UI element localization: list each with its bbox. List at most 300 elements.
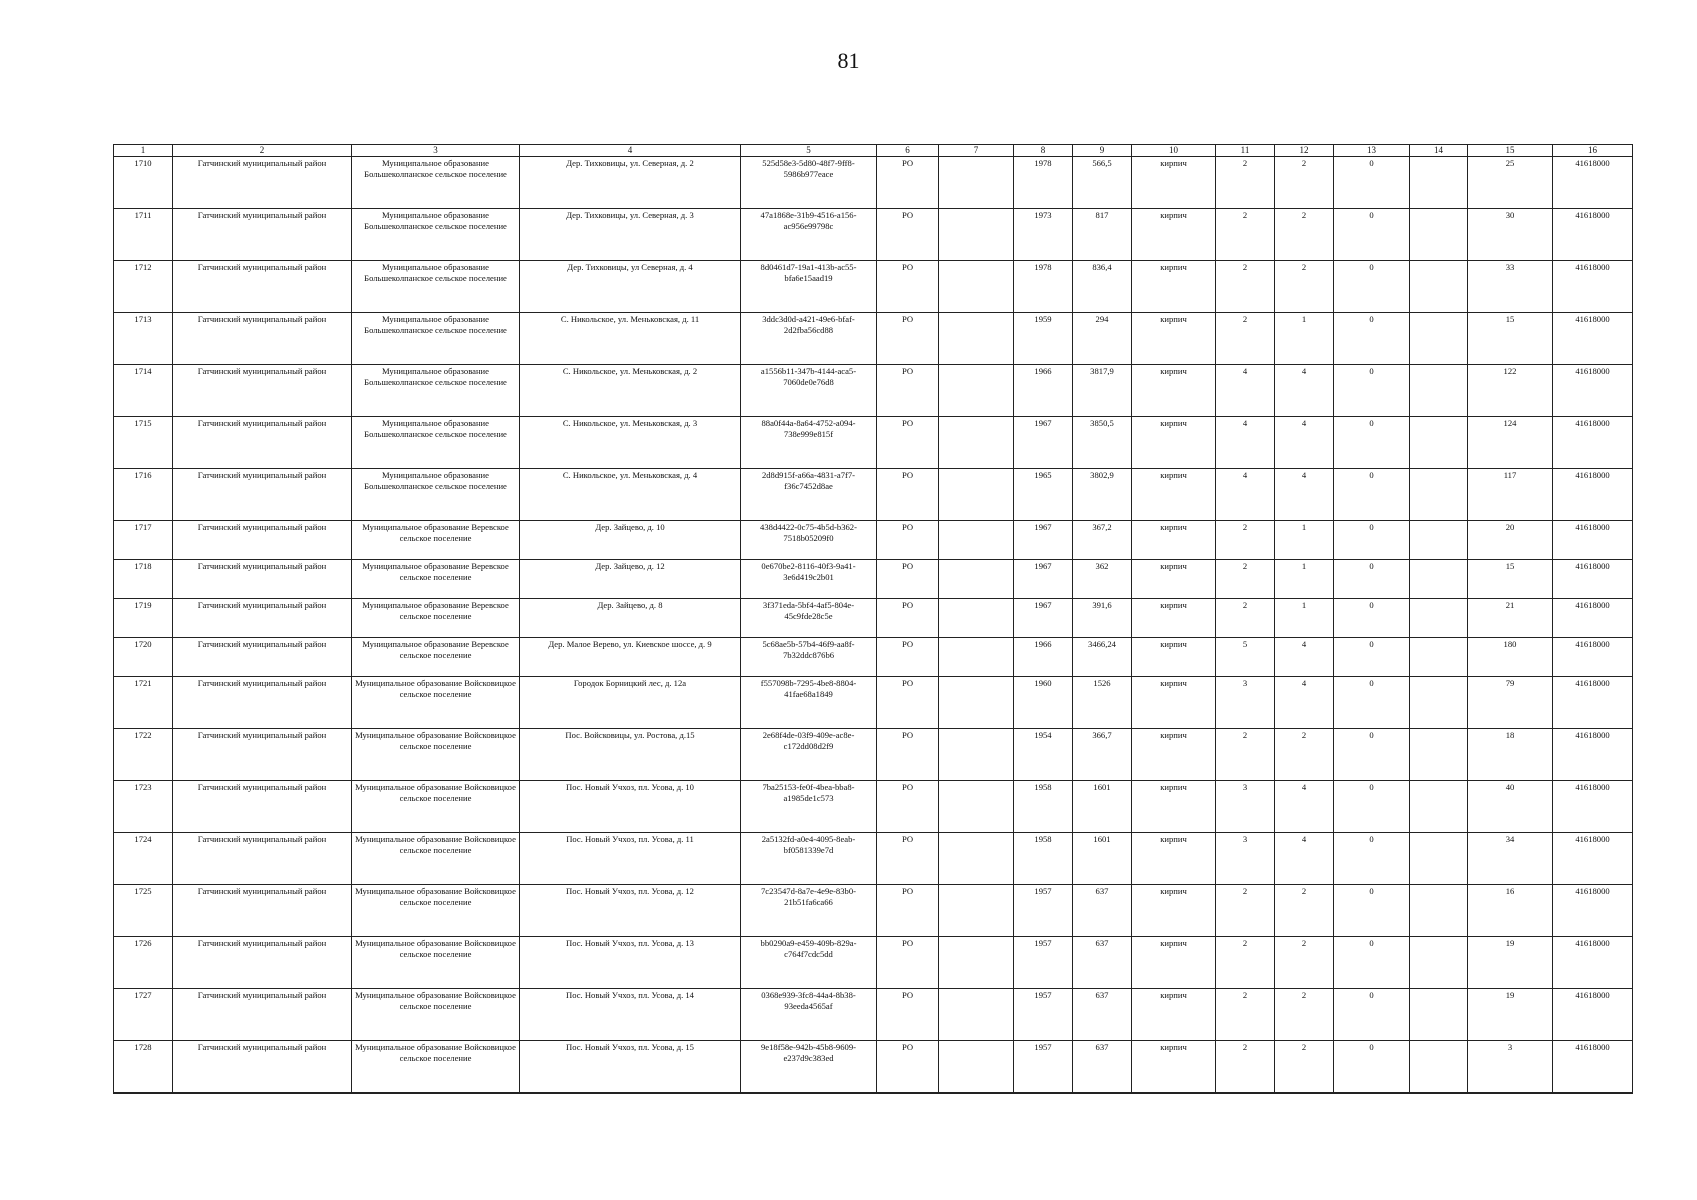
col12-cell: 1 bbox=[1275, 313, 1334, 365]
table-row bbox=[114, 937, 1633, 989]
col13-cell: 0 bbox=[1334, 157, 1410, 209]
district-cell: Гатчинский муниципальный район bbox=[173, 521, 352, 560]
col15-cell: 79 bbox=[1468, 677, 1553, 729]
col13-cell: 0 bbox=[1334, 521, 1410, 560]
col12-cell: 2 bbox=[1275, 989, 1334, 1041]
area-cell: 836,4 bbox=[1073, 261, 1132, 313]
oktmo-cell: 41618000 bbox=[1553, 885, 1633, 937]
guid-cell: f557098b-7295-4be8-8804-41fae68a1849 bbox=[741, 677, 877, 729]
year-cell: 1965 bbox=[1014, 469, 1073, 521]
column-number-5: 5 bbox=[741, 145, 877, 157]
table-row bbox=[114, 365, 1633, 417]
column-number-1: 1 bbox=[114, 145, 173, 157]
table-row bbox=[114, 560, 1633, 599]
row-number: 1710 bbox=[114, 157, 173, 209]
col7-cell bbox=[939, 989, 1014, 1041]
col7-cell bbox=[939, 313, 1014, 365]
district-cell: Гатчинский муниципальный район bbox=[173, 833, 352, 885]
oktmo-cell: 41618000 bbox=[1553, 729, 1633, 781]
material-cell: кирпич bbox=[1132, 937, 1216, 989]
col12-cell: 1 bbox=[1275, 599, 1334, 638]
material-cell: кирпич bbox=[1132, 560, 1216, 599]
municipality-cell: Муниципальное образование Большеколпанское сельское поселение bbox=[352, 313, 520, 365]
col13-cell: 0 bbox=[1334, 1041, 1410, 1094]
material-cell: кирпич bbox=[1132, 157, 1216, 209]
area-cell: 367,2 bbox=[1073, 521, 1132, 560]
table-row bbox=[114, 313, 1633, 365]
address-cell: Дер. Зайцево, д. 8 bbox=[520, 599, 741, 638]
year-cell: 1958 bbox=[1014, 833, 1073, 885]
col15-cell: 19 bbox=[1468, 937, 1553, 989]
col14-cell bbox=[1410, 521, 1468, 560]
col11-cell: 4 bbox=[1216, 365, 1275, 417]
col13-cell: 0 bbox=[1334, 560, 1410, 599]
col13-cell: 0 bbox=[1334, 729, 1410, 781]
material-cell: кирпич bbox=[1132, 833, 1216, 885]
col12-cell: 2 bbox=[1275, 937, 1334, 989]
col7-cell bbox=[939, 833, 1014, 885]
material-cell: кирпич bbox=[1132, 638, 1216, 677]
area-cell: 637 bbox=[1073, 1041, 1132, 1094]
col11-cell: 2 bbox=[1216, 521, 1275, 560]
table-row bbox=[114, 599, 1633, 638]
material-cell: кирпич bbox=[1132, 1041, 1216, 1094]
column-number-15: 15 bbox=[1468, 145, 1553, 157]
area-cell: 366,7 bbox=[1073, 729, 1132, 781]
col15-cell: 21 bbox=[1468, 599, 1553, 638]
guid-cell: 88a0f44a-8a64-4752-a094-738e999e815f bbox=[741, 417, 877, 469]
oktmo-cell: 41618000 bbox=[1553, 638, 1633, 677]
municipality-cell: Муниципальное образование Большеколпанское сельское поселение bbox=[352, 365, 520, 417]
column-number-7: 7 bbox=[939, 145, 1014, 157]
table-row bbox=[114, 1041, 1633, 1094]
guid-cell: 0368e939-3fc8-44a4-8b38-93eeda4565af bbox=[741, 989, 877, 1041]
col11-cell: 5 bbox=[1216, 638, 1275, 677]
municipality-cell: Муниципальное образование Большеколпанское сельское поселение bbox=[352, 469, 520, 521]
address-cell: Пос. Новый Учхоз, пл. Усова, д. 14 bbox=[520, 989, 741, 1041]
area-cell: 391,6 bbox=[1073, 599, 1132, 638]
material-cell: кирпич bbox=[1132, 261, 1216, 313]
municipality-cell: Муниципальное образование Большеколпанское сельское поселение bbox=[352, 157, 520, 209]
area-cell: 362 bbox=[1073, 560, 1132, 599]
oktmo-cell: 41618000 bbox=[1553, 1041, 1633, 1094]
municipality-cell: Муниципальное образование Войсковицкое сельское поселение bbox=[352, 937, 520, 989]
col12-cell: 2 bbox=[1275, 157, 1334, 209]
col14-cell bbox=[1410, 937, 1468, 989]
col7-cell bbox=[939, 781, 1014, 833]
col14-cell bbox=[1410, 417, 1468, 469]
address-cell: Пос. Новый Учхоз, пл. Усова, д. 10 bbox=[520, 781, 741, 833]
address-cell: Пос. Новый Учхоз, пл. Усова, д. 12 bbox=[520, 885, 741, 937]
col13-cell: 0 bbox=[1334, 209, 1410, 261]
material-cell: кирпич bbox=[1132, 677, 1216, 729]
address-cell: С. Никольское, ул. Меньковская, д. 11 bbox=[520, 313, 741, 365]
year-cell: 1959 bbox=[1014, 313, 1073, 365]
col13-cell: 0 bbox=[1334, 833, 1410, 885]
table-row bbox=[114, 885, 1633, 937]
material-cell: кирпич bbox=[1132, 209, 1216, 261]
district-cell: Гатчинский муниципальный район bbox=[173, 1041, 352, 1094]
col7-cell bbox=[939, 417, 1014, 469]
col6-cell: РО bbox=[877, 313, 939, 365]
oktmo-cell: 41618000 bbox=[1553, 833, 1633, 885]
col15-cell: 20 bbox=[1468, 521, 1553, 560]
col11-cell: 2 bbox=[1216, 157, 1275, 209]
col7-cell bbox=[939, 885, 1014, 937]
oktmo-cell: 41618000 bbox=[1553, 937, 1633, 989]
material-cell: кирпич bbox=[1132, 313, 1216, 365]
col14-cell bbox=[1410, 469, 1468, 521]
column-number-16: 16 bbox=[1553, 145, 1633, 157]
col15-cell: 18 bbox=[1468, 729, 1553, 781]
address-cell: Пос. Новый Учхоз, пл. Усова, д. 13 bbox=[520, 937, 741, 989]
address-cell: Дер. Тихковицы, ул. Северная, д. 2 bbox=[520, 157, 741, 209]
col7-cell bbox=[939, 599, 1014, 638]
area-cell: 1601 bbox=[1073, 833, 1132, 885]
material-cell: кирпич bbox=[1132, 417, 1216, 469]
col11-cell: 2 bbox=[1216, 729, 1275, 781]
address-cell: Пос. Войсковицы, ул. Ростова, д.15 bbox=[520, 729, 741, 781]
municipality-cell: Муниципальное образование Войсковицкое сельское поселение bbox=[352, 1041, 520, 1094]
material-cell: кирпич bbox=[1132, 781, 1216, 833]
col15-cell: 117 bbox=[1468, 469, 1553, 521]
municipality-cell: Муниципальное образование Веревское сельское поселение bbox=[352, 521, 520, 560]
municipality-cell: Муниципальное образование Веревское сельское поселение bbox=[352, 599, 520, 638]
row-number: 1716 bbox=[114, 469, 173, 521]
col14-cell bbox=[1410, 833, 1468, 885]
col13-cell: 0 bbox=[1334, 885, 1410, 937]
col13-cell: 0 bbox=[1334, 989, 1410, 1041]
col13-cell: 0 bbox=[1334, 469, 1410, 521]
col11-cell: 2 bbox=[1216, 560, 1275, 599]
col12-cell: 1 bbox=[1275, 560, 1334, 599]
oktmo-cell: 41618000 bbox=[1553, 781, 1633, 833]
col15-cell: 124 bbox=[1468, 417, 1553, 469]
area-cell: 1601 bbox=[1073, 781, 1132, 833]
col14-cell bbox=[1410, 677, 1468, 729]
guid-cell: 3ddc3d0d-a421-49e6-bfaf-2d2fba56cd88 bbox=[741, 313, 877, 365]
col15-cell: 122 bbox=[1468, 365, 1553, 417]
oktmo-cell: 41618000 bbox=[1553, 560, 1633, 599]
column-number-10: 10 bbox=[1132, 145, 1216, 157]
row-number: 1712 bbox=[114, 261, 173, 313]
col12-cell: 4 bbox=[1275, 638, 1334, 677]
row-number: 1728 bbox=[114, 1041, 173, 1094]
col11-cell: 3 bbox=[1216, 781, 1275, 833]
row-number: 1717 bbox=[114, 521, 173, 560]
col6-cell: РО bbox=[877, 417, 939, 469]
oktmo-cell: 41618000 bbox=[1553, 521, 1633, 560]
area-cell: 3466,24 bbox=[1073, 638, 1132, 677]
address-cell: С. Никольское, ул. Меньковская, д. 2 bbox=[520, 365, 741, 417]
col7-cell bbox=[939, 209, 1014, 261]
year-cell: 1957 bbox=[1014, 989, 1073, 1041]
material-cell: кирпич bbox=[1132, 599, 1216, 638]
row-number: 1724 bbox=[114, 833, 173, 885]
row-number: 1720 bbox=[114, 638, 173, 677]
municipality-cell: Муниципальное образование Войсковицкое сельское поселение bbox=[352, 989, 520, 1041]
area-cell: 3850,5 bbox=[1073, 417, 1132, 469]
guid-cell: 438d4422-0c75-4b5d-b362-7518b05209f0 bbox=[741, 521, 877, 560]
col7-cell bbox=[939, 677, 1014, 729]
col7-cell bbox=[939, 1041, 1014, 1094]
col12-cell: 4 bbox=[1275, 417, 1334, 469]
guid-cell: 47a1868e-31b9-4516-a156-ac956e99798c bbox=[741, 209, 877, 261]
col15-cell: 3 bbox=[1468, 1041, 1553, 1094]
material-cell: кирпич bbox=[1132, 729, 1216, 781]
district-cell: Гатчинский муниципальный район bbox=[173, 417, 352, 469]
col14-cell bbox=[1410, 885, 1468, 937]
district-cell: Гатчинский муниципальный район bbox=[173, 989, 352, 1041]
address-cell: С. Никольское, ул. Меньковская, д. 3 bbox=[520, 417, 741, 469]
guid-cell: 2e68f4de-03f9-409e-ac8e-c172dd08d2f9 bbox=[741, 729, 877, 781]
col14-cell bbox=[1410, 560, 1468, 599]
col11-cell: 2 bbox=[1216, 209, 1275, 261]
col11-cell: 2 bbox=[1216, 599, 1275, 638]
housing-registry-table bbox=[113, 144, 1633, 1094]
col15-cell: 40 bbox=[1468, 781, 1553, 833]
col6-cell: РО bbox=[877, 365, 939, 417]
col14-cell bbox=[1410, 313, 1468, 365]
year-cell: 1966 bbox=[1014, 365, 1073, 417]
col11-cell: 2 bbox=[1216, 937, 1275, 989]
district-cell: Гатчинский муниципальный район bbox=[173, 781, 352, 833]
col14-cell bbox=[1410, 365, 1468, 417]
area-cell: 3817,9 bbox=[1073, 365, 1132, 417]
year-cell: 1957 bbox=[1014, 1041, 1073, 1094]
municipality-cell: Муниципальное образование Войсковицкое сельское поселение bbox=[352, 729, 520, 781]
material-cell: кирпич bbox=[1132, 365, 1216, 417]
district-cell: Гатчинский муниципальный район bbox=[173, 365, 352, 417]
col15-cell: 15 bbox=[1468, 313, 1553, 365]
column-number-2: 2 bbox=[173, 145, 352, 157]
municipality-cell: Муниципальное образование Войсковицкое сельское поселение bbox=[352, 885, 520, 937]
guid-cell: 0e670be2-8116-40f3-9a41-3e6d419c2b01 bbox=[741, 560, 877, 599]
col7-cell bbox=[939, 729, 1014, 781]
address-cell: Пос. Новый Учхоз, пл. Усова, д. 11 bbox=[520, 833, 741, 885]
table-row bbox=[114, 729, 1633, 781]
year-cell: 1966 bbox=[1014, 638, 1073, 677]
col6-cell: РО bbox=[877, 560, 939, 599]
year-cell: 1978 bbox=[1014, 157, 1073, 209]
district-cell: Гатчинский муниципальный район bbox=[173, 599, 352, 638]
col15-cell: 16 bbox=[1468, 885, 1553, 937]
area-cell: 637 bbox=[1073, 989, 1132, 1041]
year-cell: 1973 bbox=[1014, 209, 1073, 261]
district-cell: Гатчинский муниципальный район bbox=[173, 261, 352, 313]
municipality-cell: Муниципальное образование Большеколпанское сельское поселение bbox=[352, 209, 520, 261]
table-row bbox=[114, 677, 1633, 729]
col12-cell: 4 bbox=[1275, 781, 1334, 833]
table-row bbox=[114, 833, 1633, 885]
guid-cell: 7ba25153-fe0f-4bea-bba8-a1985de1c573 bbox=[741, 781, 877, 833]
row-number: 1715 bbox=[114, 417, 173, 469]
col12-cell: 1 bbox=[1275, 521, 1334, 560]
column-number-6: 6 bbox=[877, 145, 939, 157]
col13-cell: 0 bbox=[1334, 937, 1410, 989]
row-number: 1721 bbox=[114, 677, 173, 729]
col12-cell: 4 bbox=[1275, 365, 1334, 417]
col12-cell: 4 bbox=[1275, 677, 1334, 729]
col15-cell: 19 bbox=[1468, 989, 1553, 1041]
address-cell: Дер. Тихковицы, ул. Северная, д. 3 bbox=[520, 209, 741, 261]
year-cell: 1957 bbox=[1014, 885, 1073, 937]
guid-cell: 8d0461d7-19a1-413b-ac55-bfa6e15aad19 bbox=[741, 261, 877, 313]
col7-cell bbox=[939, 521, 1014, 560]
col7-cell bbox=[939, 469, 1014, 521]
oktmo-cell: 41618000 bbox=[1553, 417, 1633, 469]
col12-cell: 2 bbox=[1275, 209, 1334, 261]
col6-cell: РО bbox=[877, 638, 939, 677]
col11-cell: 2 bbox=[1216, 885, 1275, 937]
column-number-13: 13 bbox=[1334, 145, 1410, 157]
municipality-cell: Муниципальное образование Веревское сельское поселение bbox=[352, 638, 520, 677]
material-cell: кирпич bbox=[1132, 989, 1216, 1041]
year-cell: 1978 bbox=[1014, 261, 1073, 313]
table-row bbox=[114, 521, 1633, 560]
col13-cell: 0 bbox=[1334, 313, 1410, 365]
col13-cell: 0 bbox=[1334, 677, 1410, 729]
col11-cell: 4 bbox=[1216, 417, 1275, 469]
col6-cell: РО bbox=[877, 885, 939, 937]
address-cell: Городок Борницкий лес, д. 12а bbox=[520, 677, 741, 729]
col13-cell: 0 bbox=[1334, 365, 1410, 417]
col7-cell bbox=[939, 937, 1014, 989]
oktmo-cell: 41618000 bbox=[1553, 599, 1633, 638]
district-cell: Гатчинский муниципальный район bbox=[173, 638, 352, 677]
year-cell: 1967 bbox=[1014, 560, 1073, 599]
col14-cell bbox=[1410, 157, 1468, 209]
col6-cell: РО bbox=[877, 209, 939, 261]
col14-cell bbox=[1410, 989, 1468, 1041]
col15-cell: 180 bbox=[1468, 638, 1553, 677]
column-number-14: 14 bbox=[1410, 145, 1468, 157]
row-number: 1723 bbox=[114, 781, 173, 833]
oktmo-cell: 41618000 bbox=[1553, 209, 1633, 261]
district-cell: Гатчинский муниципальный район bbox=[173, 209, 352, 261]
col14-cell bbox=[1410, 729, 1468, 781]
col7-cell bbox=[939, 261, 1014, 313]
district-cell: Гатчинский муниципальный район bbox=[173, 677, 352, 729]
col13-cell: 0 bbox=[1334, 417, 1410, 469]
col12-cell: 4 bbox=[1275, 833, 1334, 885]
col12-cell: 2 bbox=[1275, 729, 1334, 781]
row-number: 1713 bbox=[114, 313, 173, 365]
address-cell: Дер. Тихковицы, ул Северная, д. 4 bbox=[520, 261, 741, 313]
col7-cell bbox=[939, 157, 1014, 209]
col15-cell: 25 bbox=[1468, 157, 1553, 209]
district-cell: Гатчинский муниципальный район bbox=[173, 885, 352, 937]
area-cell: 1526 bbox=[1073, 677, 1132, 729]
column-number-8: 8 bbox=[1014, 145, 1073, 157]
col11-cell: 4 bbox=[1216, 469, 1275, 521]
year-cell: 1967 bbox=[1014, 417, 1073, 469]
col15-cell: 15 bbox=[1468, 560, 1553, 599]
municipality-cell: Муниципальное образование Войсковицкое сельское поселение bbox=[352, 677, 520, 729]
municipality-cell: Муниципальное образование Большеколпанское сельское поселение bbox=[352, 261, 520, 313]
col13-cell: 0 bbox=[1334, 638, 1410, 677]
table-body bbox=[114, 157, 1633, 1094]
col14-cell bbox=[1410, 599, 1468, 638]
row-number: 1725 bbox=[114, 885, 173, 937]
year-cell: 1967 bbox=[1014, 599, 1073, 638]
col13-cell: 0 bbox=[1334, 261, 1410, 313]
table-row bbox=[114, 781, 1633, 833]
oktmo-cell: 41618000 bbox=[1553, 677, 1633, 729]
address-cell: Дер. Зайцево, д. 12 bbox=[520, 560, 741, 599]
oktmo-cell: 41618000 bbox=[1553, 261, 1633, 313]
oktmo-cell: 41618000 bbox=[1553, 365, 1633, 417]
guid-cell: 9e18f58e-942b-45b8-9609-e237d9c383ed bbox=[741, 1041, 877, 1094]
table-row bbox=[114, 157, 1633, 209]
col6-cell: РО bbox=[877, 521, 939, 560]
col6-cell: РО bbox=[877, 261, 939, 313]
row-number: 1711 bbox=[114, 209, 173, 261]
page-number: 81 bbox=[837, 48, 860, 73]
district-cell: Гатчинский муниципальный район bbox=[173, 469, 352, 521]
col6-cell: РО bbox=[877, 729, 939, 781]
guid-cell: 2d8d915f-a66a-4831-a7f7-f36c7452d8ae bbox=[741, 469, 877, 521]
col13-cell: 0 bbox=[1334, 781, 1410, 833]
table-row bbox=[114, 417, 1633, 469]
guid-cell: 3f371eda-5bf4-4af5-804e-45c9fde28c5e bbox=[741, 599, 877, 638]
table-row bbox=[114, 469, 1633, 521]
col6-cell: РО bbox=[877, 833, 939, 885]
row-number: 1718 bbox=[114, 560, 173, 599]
oktmo-cell: 41618000 bbox=[1553, 313, 1633, 365]
year-cell: 1960 bbox=[1014, 677, 1073, 729]
district-cell: Гатчинский муниципальный район bbox=[173, 729, 352, 781]
column-number-12: 12 bbox=[1275, 145, 1334, 157]
area-cell: 817 bbox=[1073, 209, 1132, 261]
oktmo-cell: 41618000 bbox=[1553, 469, 1633, 521]
column-number-3: 3 bbox=[352, 145, 520, 157]
address-cell: Пос. Новый Учхоз, пл. Усова, д. 15 bbox=[520, 1041, 741, 1094]
col12-cell: 2 bbox=[1275, 885, 1334, 937]
area-cell: 637 bbox=[1073, 937, 1132, 989]
table-row bbox=[114, 638, 1633, 677]
table-row bbox=[114, 209, 1633, 261]
column-number-9: 9 bbox=[1073, 145, 1132, 157]
col12-cell: 2 bbox=[1275, 261, 1334, 313]
row-number: 1722 bbox=[114, 729, 173, 781]
col11-cell: 2 bbox=[1216, 261, 1275, 313]
col14-cell bbox=[1410, 638, 1468, 677]
col11-cell: 2 bbox=[1216, 1041, 1275, 1094]
year-cell: 1958 bbox=[1014, 781, 1073, 833]
col14-cell bbox=[1410, 209, 1468, 261]
row-number: 1714 bbox=[114, 365, 173, 417]
col14-cell bbox=[1410, 1041, 1468, 1094]
material-cell: кирпич bbox=[1132, 469, 1216, 521]
col14-cell bbox=[1410, 781, 1468, 833]
district-cell: Гатчинский муниципальный район bbox=[173, 313, 352, 365]
row-number: 1727 bbox=[114, 989, 173, 1041]
district-cell: Гатчинский муниципальный район bbox=[173, 157, 352, 209]
guid-cell: 7c23547d-8a7e-4e9e-83b0-21b51fa6ca66 bbox=[741, 885, 877, 937]
oktmo-cell: 41618000 bbox=[1553, 157, 1633, 209]
col14-cell bbox=[1410, 261, 1468, 313]
col6-cell: РО bbox=[877, 157, 939, 209]
municipality-cell: Муниципальное образование Войсковицкое сельское поселение bbox=[352, 781, 520, 833]
oktmo-cell: 41618000 bbox=[1553, 989, 1633, 1041]
area-cell: 637 bbox=[1073, 885, 1132, 937]
col6-cell: РО bbox=[877, 469, 939, 521]
column-number-4: 4 bbox=[520, 145, 741, 157]
municipality-cell: Муниципальное образование Большеколпанское сельское поселение bbox=[352, 417, 520, 469]
row-number: 1726 bbox=[114, 937, 173, 989]
col6-cell: РО bbox=[877, 989, 939, 1041]
